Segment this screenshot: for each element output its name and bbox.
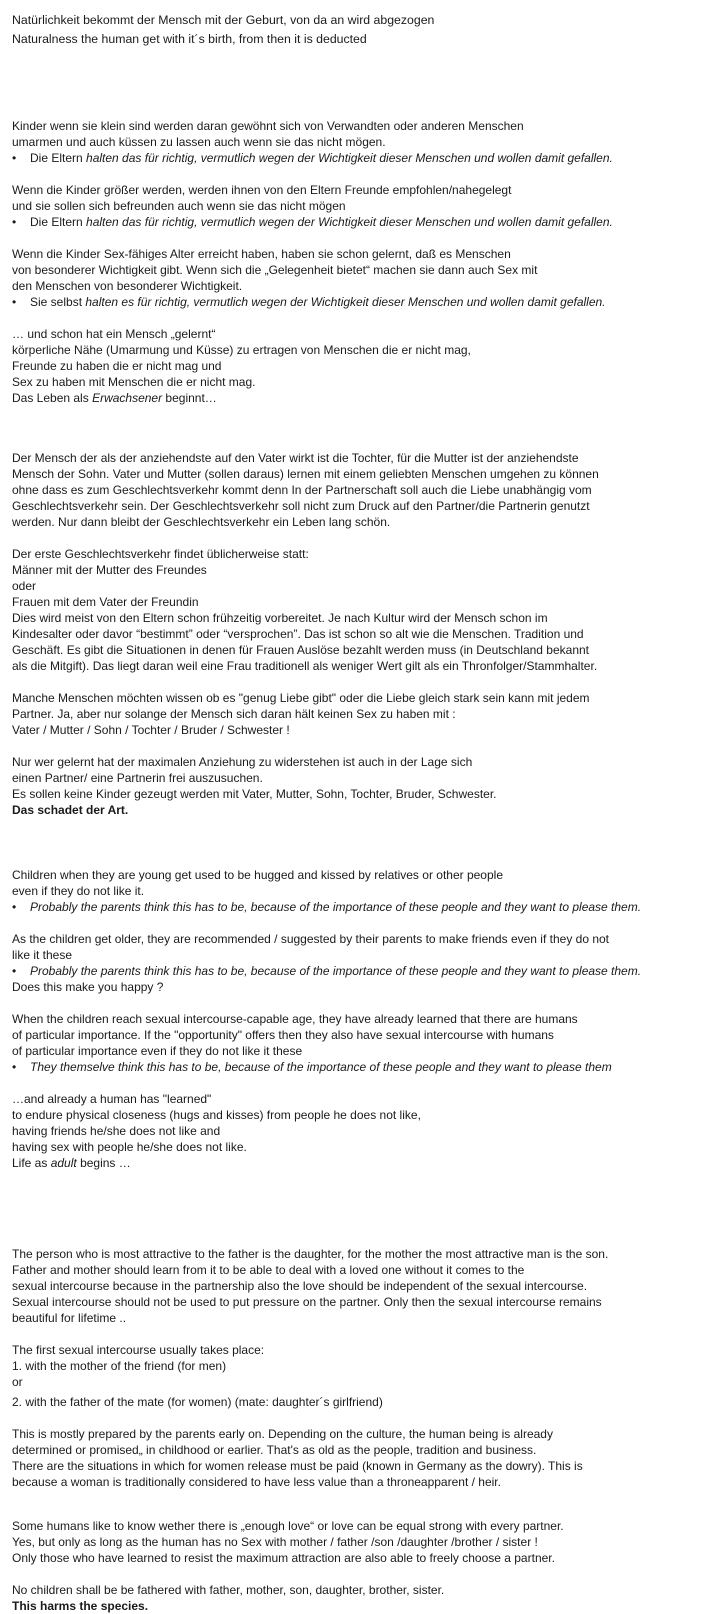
text-line: Some humans like to know wether there is „enough love“ or love can be equal strong with every partner. <box>12 1519 564 1533</box>
bullet-icon: • <box>12 215 17 229</box>
text-line: ohne dass es zum Geschlechtsverkehr kommt denn In der Partnerschaft soll auch die Liebe unabhängig vom <box>12 483 592 497</box>
text-line: Kinder wenn sie klein sind werden daran gewöhnt sich von Verwandten oder anderen Menschen <box>12 119 524 133</box>
text-line: körperliche Nähe (Umarmung und Küsse) zu ertragen von Menschen die er nicht mag, <box>12 343 471 357</box>
text-line: No children shall be be fathered with father, mother, son, daughter, brother, sister. <box>12 1583 445 1597</box>
text-line: Life as adult begins … <box>12 1156 131 1170</box>
text-line: Partner. Ja, aber nur solange der Mensch sich daran hält keinen Sex zu haben mit : <box>12 707 456 721</box>
text-line: of particular importance even if they do not like it these <box>12 1044 303 1058</box>
text-line: having sex with people he/she does not like. <box>12 1140 247 1154</box>
text-line: Geschäft. Es gibt die Situationen in denen für Frauen Auslöse bezahlt werden muss (in Deutschland bekannt <box>12 643 590 657</box>
bold-conclusion: Das schadet der Art. <box>12 803 129 817</box>
text-line: Der erste Geschlechtsverkehr findet üblicherweise statt: <box>12 547 309 561</box>
text-line: determined or promised„ in childhood or earlier. That's as old as the people, tradition and business. <box>12 1443 537 1457</box>
text-line: sexual intercourse because in the partnership also the love should be independent of the sexual intercourse. <box>12 1279 588 1293</box>
text-line: like it these <box>12 948 73 962</box>
text-line: As the children get older, they are recommended / suggested by their parents to make friends even if they do not <box>12 932 610 946</box>
text-line: Mensch der Sohn. Vater und Mutter (sollen daraus) lernen mit einem geliebten Menschen umgehen zu können <box>12 467 599 481</box>
text-line: Yes, but only as long as the human has no Sex with mother / father /son /daughter /brother / sister ! <box>12 1535 538 1549</box>
text-line: Der Mensch der als der anziehendste auf den Vater wirkt ist die Tochter, für die Mutter ist der anziehendste <box>12 451 579 465</box>
bullet-icon: • <box>12 151 17 165</box>
text-line: Frauen mit dem Vater der Freundin <box>12 595 199 609</box>
bullet-icon: • <box>12 900 17 914</box>
text-line: Vater / Mutter / Sohn / Tochter / Bruder / Schwester ! <box>12 723 290 737</box>
text-line: werden. Nur dann bleibt der Geschlechtsverkehr ein Leben lang schön. <box>12 515 391 529</box>
text-line: oder <box>12 579 37 593</box>
text-line: Sex zu haben mit Menschen die er nicht mag. <box>12 375 256 389</box>
text-line: Does this make you happy ? <box>12 980 164 994</box>
text-line: Nur wer gelernt hat der maximalen Anziehung zu widerstehen ist auch in der Lage sich <box>12 755 473 769</box>
text-line: den Menschen von besonderer Wichtigkeit. <box>12 279 243 293</box>
text-line: 1. with the mother of the friend (for men) <box>12 1359 227 1373</box>
bullet-item: • Probably the parents think this has to be, because of the importance of these people and they want to please them. <box>12 900 642 914</box>
text-line: Das Leben als Erwachsener beginnt… <box>12 391 217 405</box>
bullet-icon: • <box>12 964 17 978</box>
text-line: Männer mit der Mutter des Freundes <box>12 563 207 577</box>
text-line: or <box>12 1375 23 1389</box>
header-line-de: Natürlichkeit bekommt der Mensch mit der Geburt, von da an wird abgezogen <box>12 13 435 27</box>
bullet-icon: • <box>12 295 17 309</box>
bullet-item: • They themselve think this has to be, because of the importance of these people and they want to please them <box>12 1060 612 1074</box>
text-line: When the children reach sexual intercourse-capable age, they have already learned that there are humans <box>12 1012 578 1026</box>
text-line: beautiful for lifetime .. <box>12 1311 127 1325</box>
text-line: This is mostly prepared by the parents early on. Depending on the culture, the human being is already <box>12 1427 553 1441</box>
bullet-item: • Probably the parents think this has to be, because of the importance of these people and they want to please them. <box>12 964 642 978</box>
text-line: Children when they are young get used to be hugged and kissed by relatives or other people <box>12 868 503 882</box>
bullet-item: • Sie selbst halten es für richtig, vermutlich wegen der Wichtigkeit dieser Menschen und wollen damit gefallen. <box>12 295 606 309</box>
spacer <box>12 406 720 450</box>
text-line: einen Partner/ eine Partnerin frei auszusuchen. <box>12 771 263 785</box>
text-line: The person who is most attractive to the father is the daughter, for the mother the most attractive man is the son. <box>12 1247 609 1261</box>
text-line: Geschlechtsverkehr sein. Der Geschlechtsverkehr soll nicht zum Druck auf den Partner/die Partnerin genutzt <box>12 499 590 513</box>
text-line: Kindesalter oder davor “bestimmt” oder “versprochen”. Das ist schon so alt wie die Menschen. Tradition und <box>12 627 584 641</box>
header-line-en: Naturalness the human get with it´s birth, from then it is deducted <box>12 32 367 46</box>
text-line: having friends he/she does not like and <box>12 1124 221 1138</box>
bullet-item: • Die Eltern halten das für richtig, vermutlich wegen der Wichtigkeit dieser Menschen und wollen damit gefallen. <box>12 151 613 165</box>
text-line: Es sollen keine Kinder gezeugt werden mit Vater, Mutter, Sohn, Tochter, Bruder, Schwester. <box>12 787 497 801</box>
text-line: Sexual intercourse should not be used to put pressure on the partner. Only then the sexual intercourse remains <box>12 1295 602 1309</box>
text-line: Freunde zu haben die er nicht mag und <box>12 359 222 373</box>
bullet-item: • Die Eltern halten das für richtig, vermutlich wegen der Wichtigkeit dieser Menschen und wollen damit gefallen. <box>12 215 613 229</box>
text-line: Dies wird meist von den Eltern schon frühzeitig vorbereitet. Je nach Kultur wird der Mensch schon im <box>12 611 548 625</box>
text-line: von besonderer Wichtigkeit gibt. Wenn sich die „Gelegenheit bietet“ machen sie dann auch Sex mit <box>12 263 538 277</box>
text-line: umarmen und auch küssen zu lassen auch wenn sie das nicht mögen. <box>12 135 386 149</box>
bold-conclusion: This harms the species. <box>12 1599 149 1613</box>
text-line: als die Mitgift). Das liegt daran weil eine Frau traditionell als weniger Wert gilt als ein Thronfolger/Stammhalter. <box>12 659 598 673</box>
spacer <box>12 49 720 118</box>
text-line: There are the situations in which for women release must be paid (known in Germany as the dowry). This is <box>12 1459 583 1473</box>
bullet-icon: • <box>12 1060 17 1074</box>
text-line: … und schon hat ein Mensch „gelernt“ <box>12 327 216 341</box>
text-line: because a woman is traditionally considered to have less value than a throneapparent / heir. <box>12 1475 501 1489</box>
text-line: The first sexual intercourse usually takes place: <box>12 1343 265 1357</box>
text-line: …and already a human has "learned" <box>12 1092 212 1106</box>
text-line: Wenn die Kinder größer werden, werden ihnen von den Eltern Freunde empfohlen/nahegelegt <box>12 183 512 197</box>
spacer <box>12 1171 720 1246</box>
text-line: Father and mother should learn from it to be able to deal with a loved one without it comes to the <box>12 1263 525 1277</box>
text-line: Only those who have learned to resist the maximum attraction are also able to freely choose a partner. <box>12 1551 555 1565</box>
text-line: even if they do not like it. <box>12 884 145 898</box>
text-line: of particular importance. If the "opportunity" offers then they also have sexual intercourse with humans <box>12 1028 554 1042</box>
text-line: und sie sollen sich befreunden auch wenn sie das nicht mögen <box>12 199 346 213</box>
text-line: Wenn die Kinder Sex-fähiges Alter erreicht haben, haben sie schon gelernt, daß es Menschen <box>12 247 511 261</box>
text-line: Manche Menschen möchten wissen ob es "genug Liebe gibt" oder die Liebe gleich stark sein kann mit jedem <box>12 691 590 705</box>
spacer <box>12 1490 720 1518</box>
text-line: to endure physical closeness (hugs and kisses) from people he does not like, <box>12 1108 421 1122</box>
text-line: 2. with the father of the mate (for women) (mate: daughter´s girlfriend) <box>12 1395 383 1409</box>
spacer <box>12 818 720 867</box>
